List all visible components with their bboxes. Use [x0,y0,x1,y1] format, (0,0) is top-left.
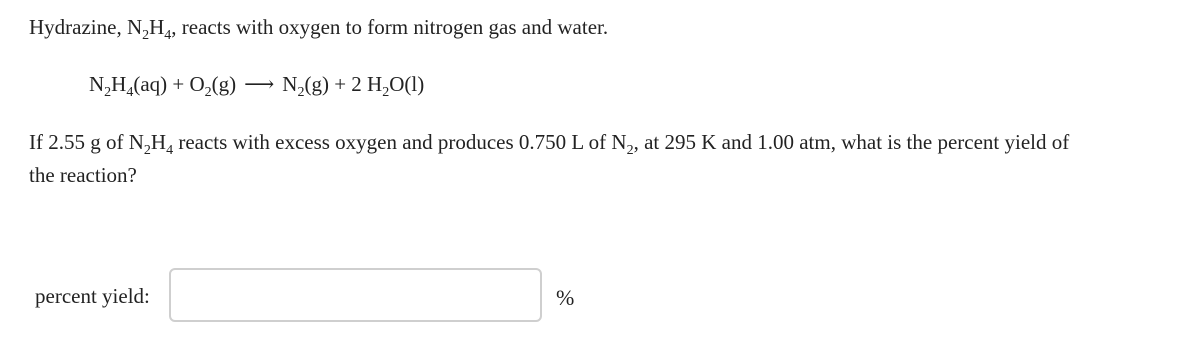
intro-text [29,15,609,43]
percent-yield-input[interactable] [169,268,542,322]
question-part: If 2.55 g of N [29,130,144,154]
equation-term: N [89,72,105,96]
question-part: H [150,130,167,154]
equation-subscript: 2 [204,85,212,100]
equation-term: (g) + 2 H [304,72,383,96]
equation-subscript: 2 [104,85,112,100]
intro-subscript: 2 [142,28,150,43]
equation-term: (g) [211,72,237,96]
percent-yield-label: percent yield: [35,284,150,308]
equation-subscript: 4 [126,85,134,100]
equation-subscript: 2 [382,85,390,100]
intro-part: H [149,15,165,39]
intro-subscript: 4 [164,28,172,43]
question-text [29,130,1070,158]
question-subscript: 2 [143,143,151,158]
intro-part: Hydrazine, N [29,15,143,39]
reaction-arrow-icon: ⟶ [244,72,275,96]
question-subscript: 2 [626,143,634,158]
percent-unit-label: % [556,285,575,310]
question-subscript: 4 [166,143,174,158]
equation-subscript: 2 [297,85,305,100]
equation-term: O(l) [389,72,425,96]
equation-term: N [282,72,298,96]
intro-part: , reacts with oxygen to form nitrogen gas and water. [171,15,609,39]
chemical-equation [89,72,425,100]
question-part: , at 295 K and 1.00 atm, what is the percent yield of [633,130,1070,154]
equation-term: (aq) + O [133,72,205,96]
equation-term: H [111,72,127,96]
question-text-continued: the reaction? [29,163,137,187]
question-part: reacts with excess oxygen and produces 0.750 L of N [173,130,627,154]
